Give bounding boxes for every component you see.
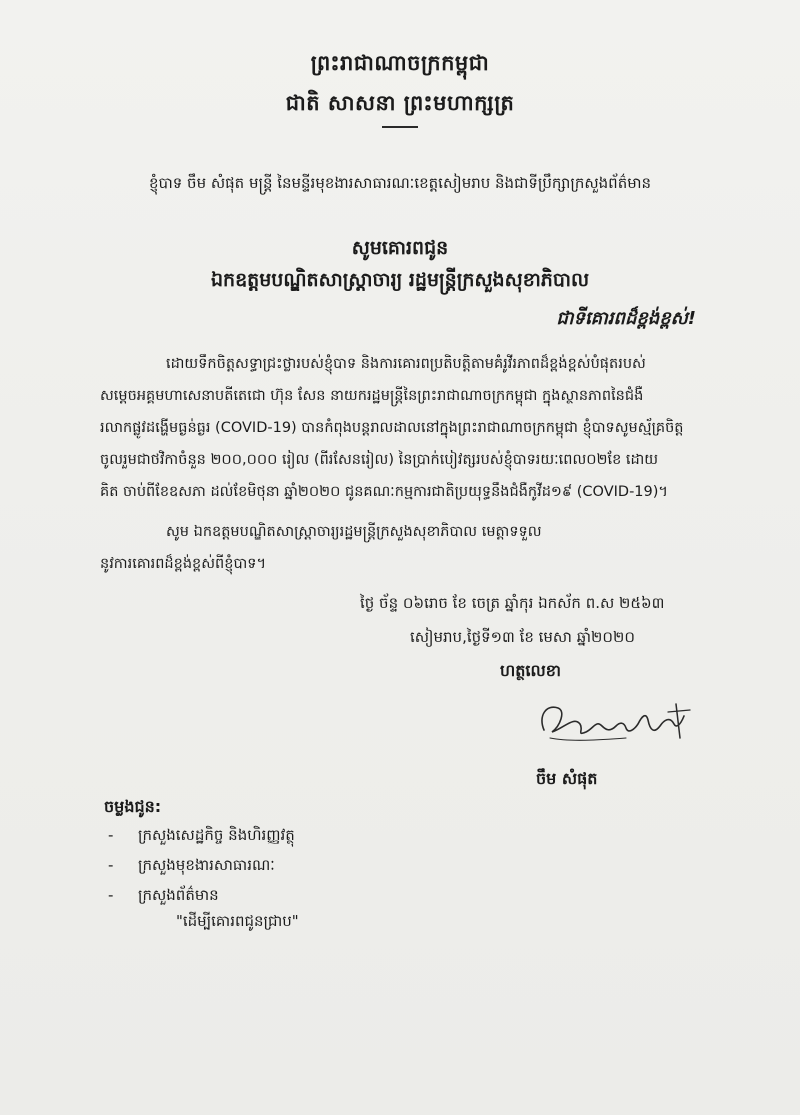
cc-label: ចម្លងជូន: bbox=[104, 797, 162, 816]
paragraph-line: សម្តេចអគ្គមហាសេនាបតីតេជោ ហ៊ុន សែន នាយករដ្ឋមន្ត្រីនៃព្រះរាជាណាចក្រកម្ពុជា ក្នុងស្ថានភាពនៃជំងឺ bbox=[100, 388, 644, 404]
paragraph-line: គិត ចាប់ពីខែឧសភា ដល់ខែមិថុនា ឆ្នាំ២០២០ ជូនគណៈកម្មការជាតិប្រយុទ្ធនឹងជំងឺកូវីដ១៩ (COVID-19)។ bbox=[100, 484, 668, 500]
sender-line: ខ្ញុំបាទ ចឹម សំផុត មន្ត្រី នៃមន្ទីរមុខងារសាធារណៈខេត្តសៀមរាប និងជាទីប្រឹក្សាក្រសួងព័ត៌មាន bbox=[148, 174, 652, 192]
kingdom-title: ព្រះរាជាណាចក្រកម្ពុជា bbox=[310, 51, 490, 75]
paragraph-line: ដោយទឹកចិត្តសទ្ធាជ្រះថ្លារបស់ខ្ញុំបាទ និងការគោរពប្រតិបត្តិតាមគំរូវីរភាពដ៏ខ្ពង់ខ្ពស់បំផុតរបស់ bbox=[166, 356, 646, 372]
signature-label: ហត្ថលេខា bbox=[500, 661, 561, 680]
handwritten-signature bbox=[530, 686, 700, 756]
cc-dash: - bbox=[108, 856, 114, 874]
paragraph-line: ចូលរួមជាថវិកាចំនួន ២០០,០០០ រៀល (ពីរសែនរៀល) នៃប្រាក់បៀវត្សរបស់ខ្ញុំបាទរយៈពេល០២ខែ ដោយ bbox=[100, 452, 659, 468]
paragraph-line: រលាកផ្លូវដង្ហើមធ្ងន់ធ្ងរ (COVID-19) បានកំពុងបន្តរាលដាលនៅក្នុងព្រះរាជាណាចក្រកម្ពុជា ខ្ញុំបាទសូមស្ម័គ្រចិត្ត bbox=[100, 420, 684, 436]
recipient-title: ឯកឧត្តមបណ្ឌិតសាស្ត្រាចារ្យ រដ្ឋមន្ត្រីក្រសួងសុខាភិបាល bbox=[210, 269, 590, 291]
cc-item bbox=[108, 856, 275, 878]
cc-item bbox=[108, 886, 219, 908]
cc-item-text: ក្រសួងសេដ្ឋកិច្ច និងហិរញ្ញវត្ថុ bbox=[138, 826, 295, 844]
solar-date: សៀមរាប,ថ្ងៃទី១៣ ខែ មេសា ឆ្នាំ២០២០ bbox=[410, 628, 635, 646]
paragraph-line: សូម ឯកឧត្តមបណ្ឌិតសាស្ត្រាចារ្យរដ្ឋមន្ត្រីក្រសួងសុខាភិបាល មេត្តាទទួល bbox=[166, 524, 542, 540]
salutation-closing: ជាទីគោរពដ៏ខ្ពង់ខ្ពស់! bbox=[556, 308, 696, 329]
cc-item-text: ក្រសួងព័ត៌មាន bbox=[138, 886, 219, 904]
cc-item-text: ក្រសួងមុខងារសាធារណៈ bbox=[138, 856, 275, 874]
body-paragraph-1 bbox=[100, 348, 700, 508]
nation-motto: ជាតិ សាសនា ព្រះមហាក្សត្រ bbox=[285, 91, 515, 115]
salutation-respect: សូមគោរពជូន bbox=[351, 237, 449, 259]
paragraph-line: នូវការគោរពដ៏ខ្ពង់ខ្ពស់ពីខ្ញុំបាទ។ bbox=[100, 556, 267, 572]
cc-item bbox=[108, 826, 295, 848]
cc-dash: - bbox=[108, 886, 114, 904]
cc-dash: - bbox=[108, 826, 114, 844]
cc-note: "ដើម្បីគោរពជូនជ្រាប" bbox=[176, 912, 299, 930]
body-paragraph-2 bbox=[100, 516, 700, 580]
lunar-date: ថ្ងៃ ច័ន្ទ ០៦រោច ខែ ចេត្រ ឆ្នាំកុរ ឯកស័ក ព.ស ២៥៦៣ bbox=[360, 594, 665, 612]
header-divider bbox=[382, 126, 418, 128]
signer-name: ចឹម សំផុត bbox=[536, 769, 598, 788]
